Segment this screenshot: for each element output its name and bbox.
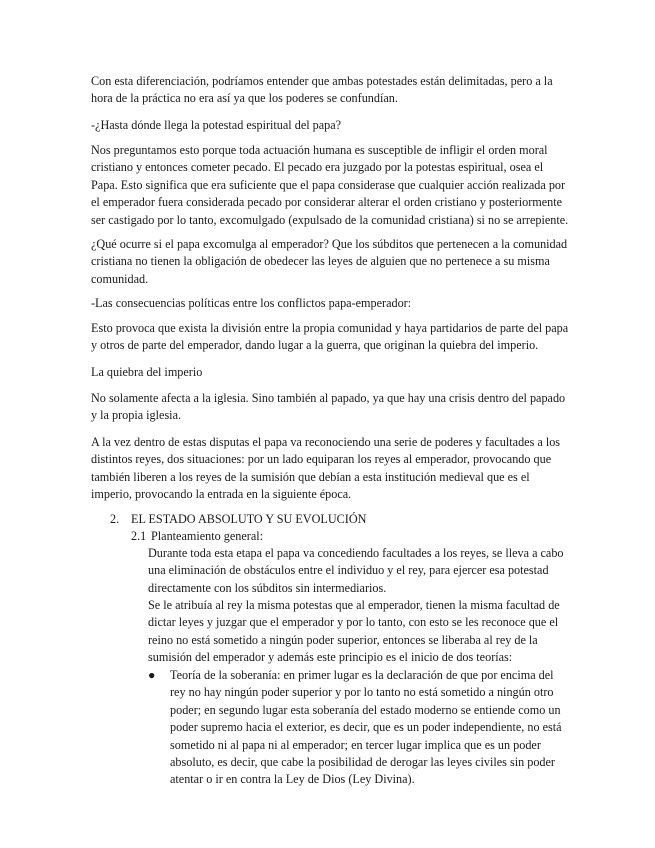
subsection-paragraph-concessions: Durante toda esta etapa el papa va concediendo facultades a los reyes, se lleva a cabo una eliminación de obstáculos entre el individuo y el rey, para ejercer esa potestad directamente con los súbditos sin intermediarios. <box>148 546 564 595</box>
subsection-title: Planteamiento general: <box>151 529 264 543</box>
section-title: EL ESTADO ABSOLUTO Y SU EVOLUCIÓN <box>131 512 367 526</box>
paragraph-differentiation: Con esta diferenciación, podríamos entender que ambas potestades están delimitadas, pero a la hora de la práctica no era así ya que los poderes se confundían. <box>91 74 553 106</box>
paragraph-sin-judgement: Nos preguntamos esto porque toda actuación humana es susceptible de infligir el orden moral cristiano y entonces cometer pecado. El pecado era juzgado por la potestas espiritual, osea el Papa. Esto significa que era suficiente que el papa considerase que cualquier acción realizada por el emperador fuera considerada pecado por considerar alterar el orden cristiano y posteriormente ser castigado por lo tanto, excomulgado (expulsado de la comunidad cristiana) si no se arrepiente. <box>91 143 569 227</box>
bullet-sovereignty-theory: Teoría de la soberanía: en primer lugar es la declaración de que por encima del rey no hay ningún poder superior y por lo tanto no está sometido a ningún otro poder; en segundo lugar esta soberanía del estado moderno se entiende como un poder supremo hacia el exterior, es decir, que es un poder independiente, no está sometido ni al papa ni al emperador; en tercer lugar implica que es un poder absoluto, es decir, que cabe la posibilidad de derogar las leyes civiles sin poder atentar o ir en contra la Ley de Dios (Ley Divina). <box>170 668 562 787</box>
paragraph-empire-breakdown-heading: La quiebra del imperio <box>91 365 203 379</box>
paragraph-excommunication: ¿Qué ocurre si el papa excomulga al emperador? Que los súbditos que pertenecen a la comunidad cristiana no tienen la obligación de obedecer las leyes de alguien que no pertenece a su misma comunidad. <box>91 237 568 286</box>
subsection-paragraph-king-potestas: Se le atribuía al rey la misma potestas que al emperador, tienen la misma facultad de dictar leyes y juzgar que el emperador y por lo tanto, con esto se les reconoce que el reino no está sometido a ningún poder superior, entonces se liberaba al rey de la sumisión del emperador y además este principio es el inicio de dos teorías: <box>148 598 560 665</box>
section-number: 2. <box>110 512 120 526</box>
paragraph-papacy-crisis: No solamente afecta a la iglesia. Sino también al papado, ya que hay una crisis dentro del papado y la propia iglesia. <box>91 391 566 423</box>
subsection-number: 2.1 <box>131 529 147 543</box>
bullet-dot-icon: ● <box>148 668 156 682</box>
paragraph-question-spiritual-power: -¿Hasta dónde llega la potestad espiritual del papa? <box>91 118 342 132</box>
paragraph-kings-powers: A la vez dentro de estas disputas el papa va reconociendo una serie de poderes y facultades a los distintos reyes, dos situaciones: por un lado equiparan los reyes al emperador, provocando que también liberen a los reyes de la sumisión que debían a esta institución medieval que es el imperio, provocando la entrada en la siguiente época. <box>91 435 561 502</box>
paragraph-division: Esto provoca que exista la división entre la propia comunidad y haya partidarios de parte del papa y otros de parte del emperador, dando lugar a la guerra, que originan la quiebra del imperio. <box>91 321 569 353</box>
paragraph-political-consequences-heading: -Las consecuencias políticas entre los conflictos papa-emperador: <box>91 296 412 310</box>
